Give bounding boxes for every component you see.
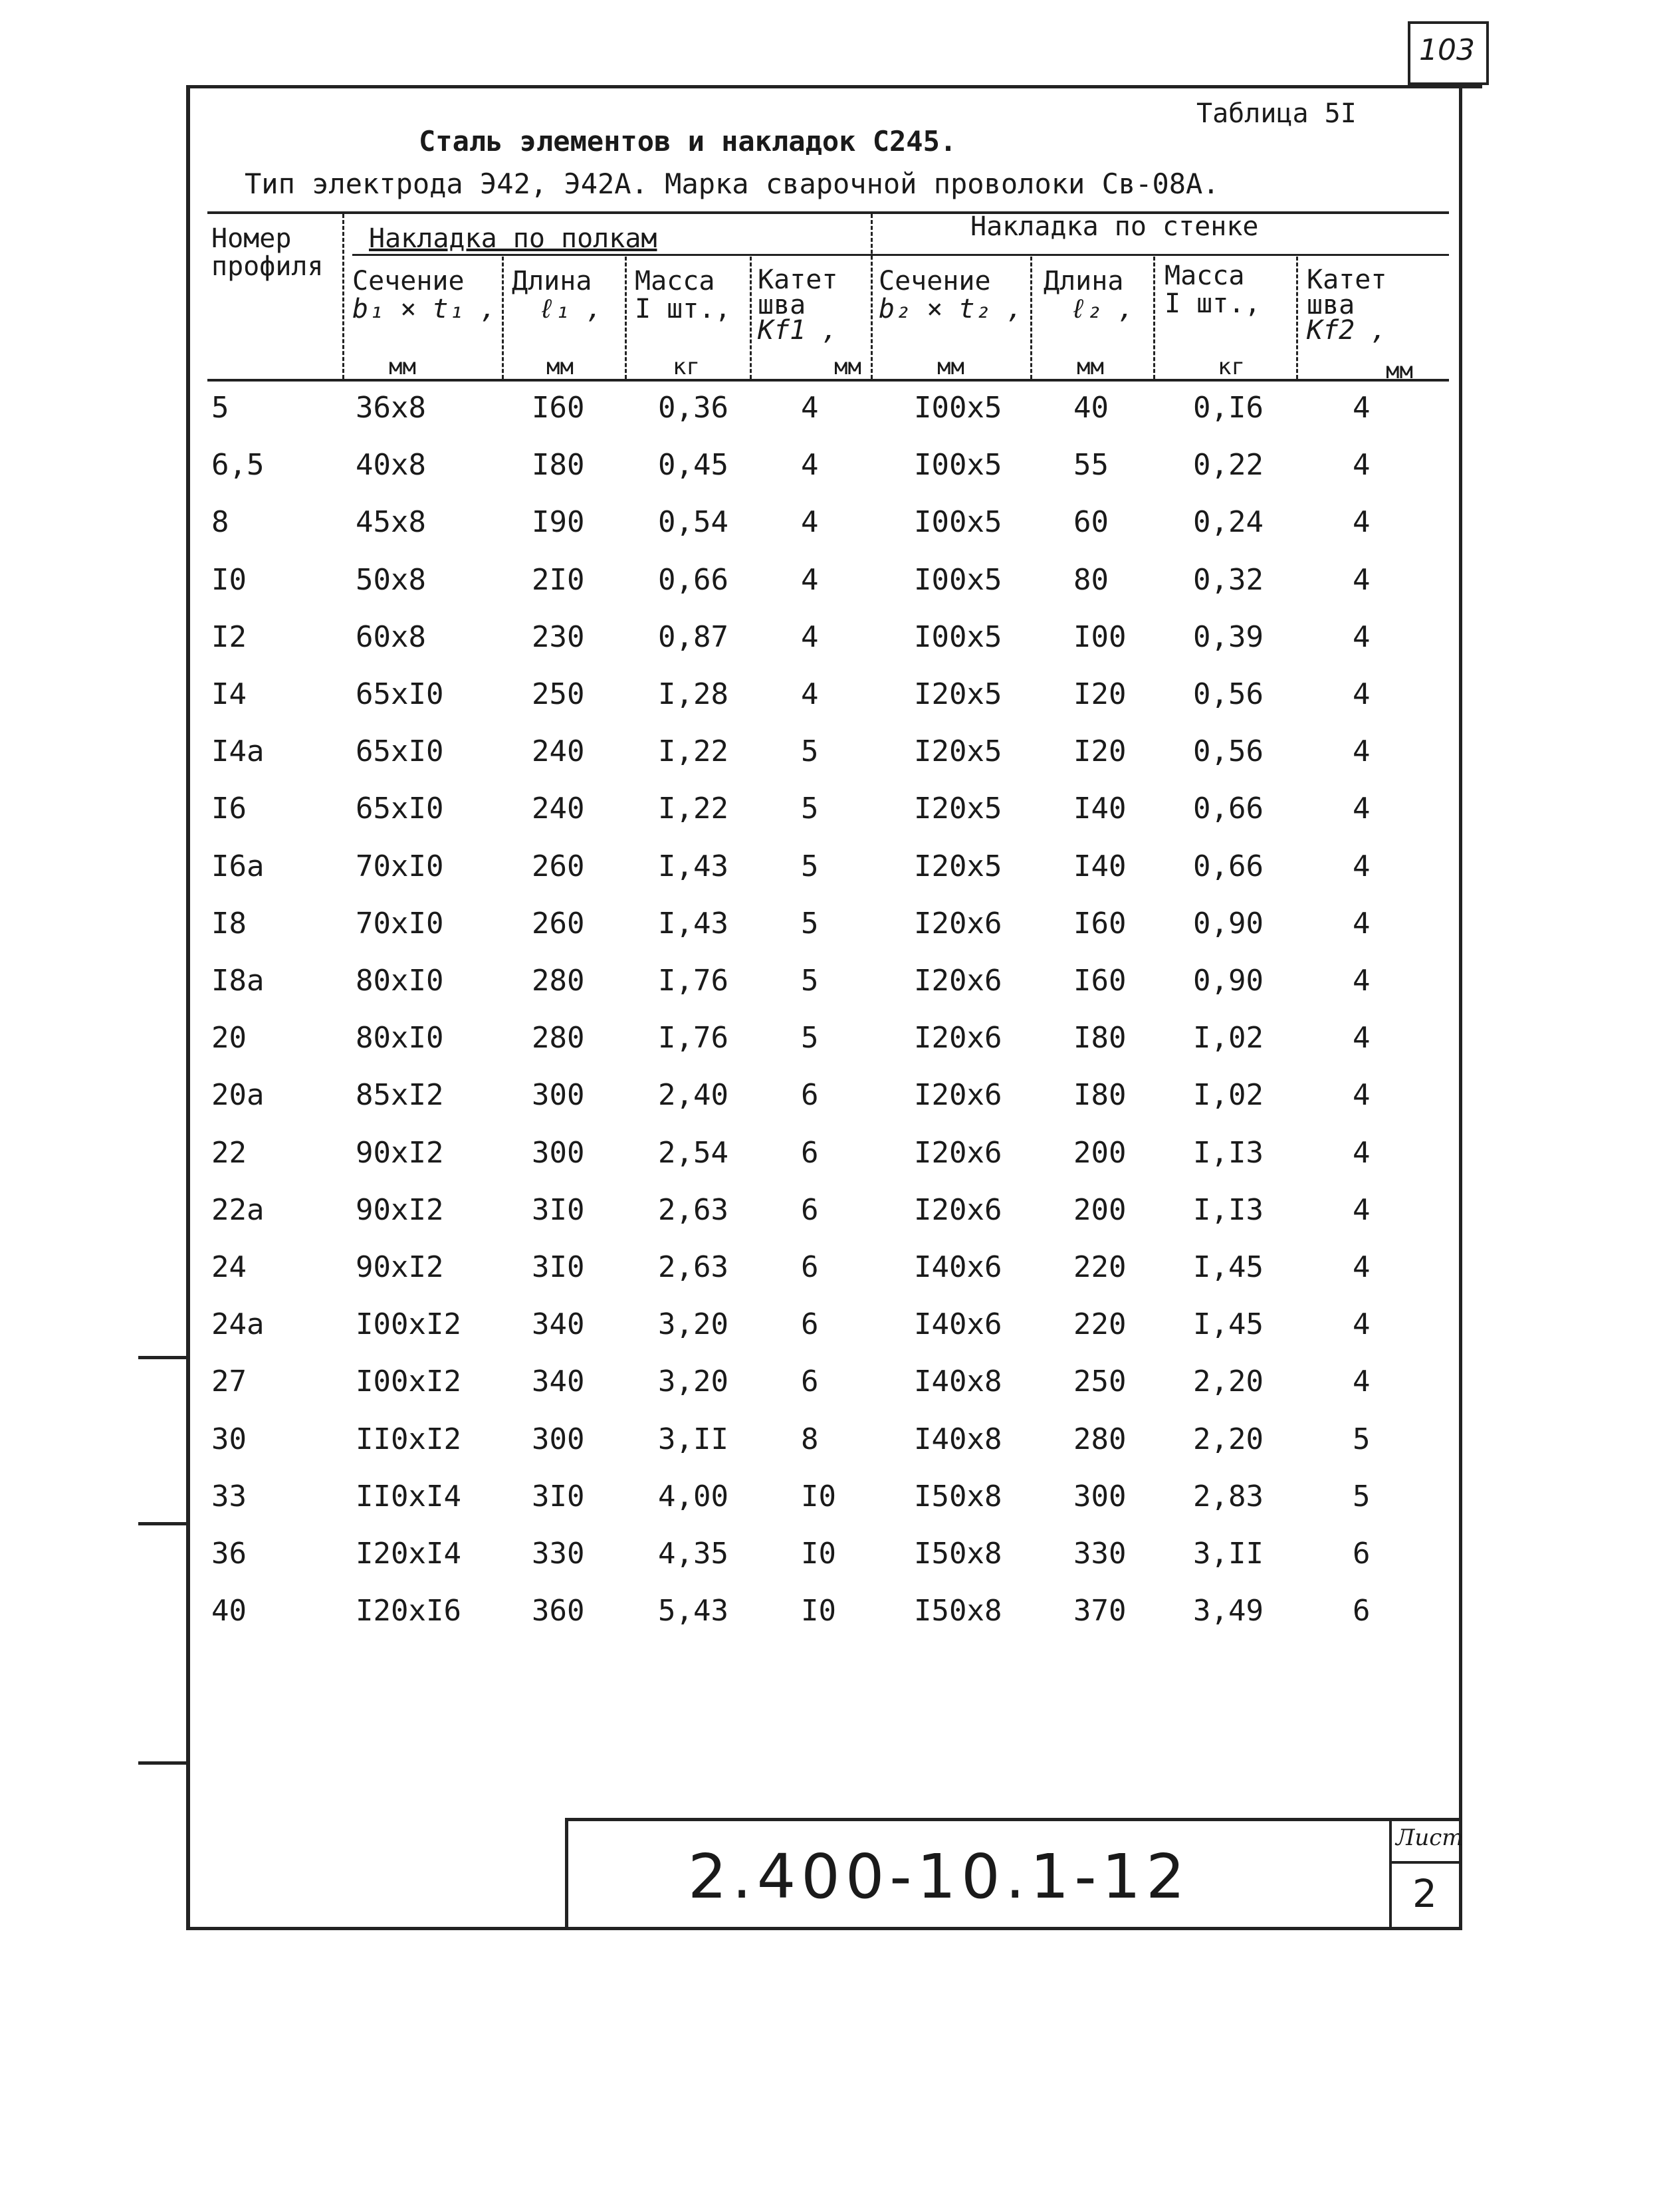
cell-profile: 6,5 bbox=[211, 448, 265, 482]
cell-profile: 20 bbox=[211, 1021, 247, 1055]
cell-mass1: 3,II bbox=[658, 1422, 728, 1456]
unit-leg1: мм bbox=[834, 354, 861, 380]
cell-profile: I8 bbox=[211, 907, 247, 940]
cell-profile: 5 bbox=[211, 391, 229, 425]
cell-leg2: 4 bbox=[1353, 964, 1371, 998]
cell-length1: 250 bbox=[532, 677, 585, 711]
unit-section2: мм bbox=[937, 354, 964, 380]
cell-mass2: I,45 bbox=[1193, 1250, 1264, 1284]
margin-tick bbox=[138, 1356, 189, 1359]
cell-mass2: I,02 bbox=[1193, 1078, 1264, 1112]
cell-leg2: 4 bbox=[1353, 677, 1371, 711]
cell-leg1: 5 bbox=[801, 964, 819, 998]
cell-length2: 330 bbox=[1073, 1537, 1127, 1571]
col-separator bbox=[750, 257, 752, 379]
cell-leg2: 4 bbox=[1353, 563, 1371, 597]
cell-mass2: 0,66 bbox=[1193, 792, 1264, 826]
col-separator bbox=[342, 214, 344, 379]
unit-mass2: кг bbox=[1218, 354, 1245, 380]
cell-mass2: I,45 bbox=[1193, 1307, 1264, 1341]
document-code: 2.400-10.1-12 bbox=[688, 1841, 1190, 1912]
cell-mass1: 4,35 bbox=[658, 1537, 728, 1571]
cell-leg1: 4 bbox=[801, 448, 819, 482]
header-group-web: Накладка по стенке bbox=[970, 211, 1259, 242]
col-separator bbox=[502, 257, 504, 379]
cell-length2: I60 bbox=[1073, 964, 1127, 998]
cell-length2: 40 bbox=[1073, 391, 1109, 425]
cell-leg2: 4 bbox=[1353, 1021, 1371, 1055]
cell-section2: I50x8 bbox=[914, 1594, 1002, 1628]
cell-section1: 65xI0 bbox=[356, 677, 444, 711]
cell-section1: 65xI0 bbox=[356, 734, 444, 768]
cell-length2: 220 bbox=[1073, 1250, 1127, 1284]
cell-section2: I20x6 bbox=[914, 1021, 1002, 1055]
cell-leg1: 5 bbox=[801, 849, 819, 883]
cell-section1: 90xI2 bbox=[356, 1136, 444, 1170]
cell-section2: I00x5 bbox=[914, 563, 1002, 597]
cell-leg2: 4 bbox=[1353, 1136, 1371, 1170]
cell-length1: 260 bbox=[532, 849, 585, 883]
cell-mass1: I,76 bbox=[658, 964, 728, 998]
unit-leg2: мм bbox=[1386, 358, 1413, 384]
header-top-rule bbox=[207, 211, 1449, 214]
cell-length2: 250 bbox=[1073, 1365, 1127, 1398]
cell-section2: I20x5 bbox=[914, 792, 1002, 826]
cell-section2: I00x5 bbox=[914, 448, 1002, 482]
cell-section1: 65xI0 bbox=[356, 792, 444, 826]
col-separator bbox=[1030, 257, 1032, 379]
cell-leg2: 4 bbox=[1353, 620, 1371, 654]
cell-profile: I6a bbox=[211, 849, 265, 883]
header-leg2: Катет шва Kf2 , bbox=[1307, 265, 1387, 346]
cell-section1: II0xI2 bbox=[356, 1422, 461, 1456]
cell-profile: I0 bbox=[211, 563, 247, 597]
cell-leg2: 4 bbox=[1353, 792, 1371, 826]
cell-leg1: 5 bbox=[801, 792, 819, 826]
cell-leg2: 4 bbox=[1353, 907, 1371, 940]
header-profile: Номер профиля bbox=[211, 223, 324, 282]
cell-leg2: 5 bbox=[1353, 1422, 1371, 1456]
cell-profile: I8a bbox=[211, 964, 265, 998]
cell-mass1: I,43 bbox=[658, 907, 728, 940]
cell-section1: 85xI2 bbox=[356, 1078, 444, 1112]
header-section2: Сечение b₂ × t₂ , bbox=[879, 266, 1023, 324]
cell-profile: I4 bbox=[211, 677, 247, 711]
sheet-label: Лист bbox=[1396, 1825, 1464, 1851]
cell-length1: I60 bbox=[532, 391, 585, 425]
cell-mass2: 3,II bbox=[1193, 1537, 1264, 1571]
cell-leg1: 4 bbox=[801, 505, 819, 539]
cell-mass2: 0,22 bbox=[1193, 448, 1264, 482]
cell-mass2: 2,83 bbox=[1193, 1480, 1264, 1513]
cell-profile: 22a bbox=[211, 1193, 265, 1227]
cell-length1: 230 bbox=[532, 620, 585, 654]
cell-length1: 340 bbox=[532, 1307, 585, 1341]
cell-length2: I40 bbox=[1073, 849, 1127, 883]
cell-leg2: 4 bbox=[1353, 1078, 1371, 1112]
cell-profile: I2 bbox=[211, 620, 247, 654]
cell-profile: 24 bbox=[211, 1250, 247, 1284]
cell-section1: 80xI0 bbox=[356, 1021, 444, 1055]
cell-mass2: 0,24 bbox=[1193, 505, 1264, 539]
cell-section1: 45x8 bbox=[356, 505, 426, 539]
header-length1: Длина ℓ₁ , bbox=[512, 266, 603, 324]
cell-leg2: 4 bbox=[1353, 1307, 1371, 1341]
cell-leg2: 6 bbox=[1353, 1594, 1371, 1628]
cell-leg1: 4 bbox=[801, 563, 819, 597]
cell-section1: I00xI2 bbox=[356, 1307, 461, 1341]
cell-leg1: 6 bbox=[801, 1136, 819, 1170]
table-label: Таблица 5I bbox=[1196, 98, 1357, 129]
cell-section1: I20xI4 bbox=[356, 1537, 461, 1571]
cell-length1: I80 bbox=[532, 448, 585, 482]
cell-section2: I20x6 bbox=[914, 907, 1002, 940]
cell-mass1: 0,87 bbox=[658, 620, 728, 654]
cell-section2: I40x8 bbox=[914, 1365, 1002, 1398]
unit-length1: мм bbox=[546, 354, 574, 380]
cell-profile: 8 bbox=[211, 505, 229, 539]
cell-profile: 20a bbox=[211, 1078, 265, 1112]
cell-mass2: 0,90 bbox=[1193, 907, 1264, 940]
cell-profile: 40 bbox=[211, 1594, 247, 1628]
cell-leg1: 8 bbox=[801, 1422, 819, 1456]
header-length2: Длина ℓ₂ , bbox=[1044, 266, 1135, 324]
cell-length1: 3I0 bbox=[532, 1193, 585, 1227]
cell-length2: 200 bbox=[1073, 1193, 1127, 1227]
cell-length1: 340 bbox=[532, 1365, 585, 1398]
cell-mass1: 4,00 bbox=[658, 1480, 728, 1513]
cell-length2: 200 bbox=[1073, 1136, 1127, 1170]
cell-profile: 24a bbox=[211, 1307, 265, 1341]
cell-mass1: 3,20 bbox=[658, 1307, 728, 1341]
cell-leg1: 6 bbox=[801, 1365, 819, 1398]
cell-mass2: 2,20 bbox=[1193, 1365, 1264, 1398]
frame-extension bbox=[1462, 85, 1482, 88]
cell-mass1: 0,54 bbox=[658, 505, 728, 539]
cell-mass1: I,22 bbox=[658, 792, 728, 826]
cell-length2: I20 bbox=[1073, 677, 1127, 711]
cell-leg2: 4 bbox=[1353, 391, 1371, 425]
cell-length2: I80 bbox=[1073, 1021, 1127, 1055]
cell-section2: I20x6 bbox=[914, 1193, 1002, 1227]
col-separator bbox=[871, 214, 873, 379]
cell-profile: 22 bbox=[211, 1136, 247, 1170]
cell-profile: I6 bbox=[211, 792, 247, 826]
cell-mass1: 2,63 bbox=[658, 1250, 728, 1284]
table-subtitle: Тип электрода Э42, Э42А. Марка сварочной проволоки Св-08А. bbox=[245, 167, 1220, 200]
col-separator bbox=[1153, 257, 1155, 379]
cell-mass2: 0,56 bbox=[1193, 734, 1264, 768]
cell-length2: 55 bbox=[1073, 448, 1109, 482]
cell-mass2: I,I3 bbox=[1193, 1193, 1264, 1227]
cell-mass1: 2,40 bbox=[658, 1078, 728, 1112]
cell-mass2: 0,39 bbox=[1193, 620, 1264, 654]
unit-section1: мм bbox=[389, 354, 416, 380]
cell-leg2: 4 bbox=[1353, 1193, 1371, 1227]
cell-mass2: 2,20 bbox=[1193, 1422, 1264, 1456]
cell-length2: I60 bbox=[1073, 907, 1127, 940]
cell-section1: 70xI0 bbox=[356, 907, 444, 940]
cell-leg2: 4 bbox=[1353, 505, 1371, 539]
cell-section1: 50x8 bbox=[356, 563, 426, 597]
cell-section1: I20xI6 bbox=[356, 1594, 461, 1628]
col-separator bbox=[625, 257, 627, 379]
cell-mass2: I,I3 bbox=[1193, 1136, 1264, 1170]
cell-section2: I20x5 bbox=[914, 677, 1002, 711]
header-mass1: Масса I шт., bbox=[635, 266, 731, 324]
cell-length1: 300 bbox=[532, 1078, 585, 1112]
margin-tick bbox=[138, 1522, 189, 1525]
cell-leg1: 5 bbox=[801, 1021, 819, 1055]
cell-mass2: 3,49 bbox=[1193, 1594, 1264, 1628]
cell-length1: 2I0 bbox=[532, 563, 585, 597]
cell-mass2: 0,32 bbox=[1193, 563, 1264, 597]
sheet-number: 103 bbox=[1419, 33, 1475, 67]
cell-leg1: 5 bbox=[801, 734, 819, 768]
cell-mass2: 0,90 bbox=[1193, 964, 1264, 998]
cell-mass1: 0,36 bbox=[658, 391, 728, 425]
cell-leg1: 6 bbox=[801, 1250, 819, 1284]
cell-length2: I80 bbox=[1073, 1078, 1127, 1112]
cell-leg2: 4 bbox=[1353, 448, 1371, 482]
cell-length2: I00 bbox=[1073, 620, 1127, 654]
cell-length1: 3I0 bbox=[532, 1250, 585, 1284]
cell-length1: I90 bbox=[532, 505, 585, 539]
cell-length1: 240 bbox=[532, 734, 585, 768]
cell-section1: 90xI2 bbox=[356, 1193, 444, 1227]
cell-section1: 90xI2 bbox=[356, 1250, 444, 1284]
table-title: Сталь элементов и накладок С245. bbox=[419, 125, 957, 158]
cell-leg2: 4 bbox=[1353, 849, 1371, 883]
cell-length1: 360 bbox=[532, 1594, 585, 1628]
cell-section1: I00xI2 bbox=[356, 1365, 461, 1398]
cell-mass1: I,76 bbox=[658, 1021, 728, 1055]
cell-leg2: 5 bbox=[1353, 1480, 1371, 1513]
cell-mass1: I,22 bbox=[658, 734, 728, 768]
cell-section2: I40x6 bbox=[914, 1307, 1002, 1341]
cell-mass1: 2,54 bbox=[658, 1136, 728, 1170]
cell-mass1: 2,63 bbox=[658, 1193, 728, 1227]
cell-leg2: 6 bbox=[1353, 1537, 1371, 1571]
margin-tick bbox=[138, 1761, 189, 1765]
cell-leg1: I0 bbox=[801, 1480, 836, 1513]
cell-leg1: 6 bbox=[801, 1193, 819, 1227]
col-separator bbox=[1296, 257, 1298, 379]
cell-leg2: 4 bbox=[1353, 734, 1371, 768]
cell-section2: I50x8 bbox=[914, 1537, 1002, 1571]
header-section1: Сечение b₁ × t₁ , bbox=[352, 266, 497, 324]
cell-length2: 220 bbox=[1073, 1307, 1127, 1341]
cell-section1: 80xI0 bbox=[356, 964, 444, 998]
cell-length1: 280 bbox=[532, 1021, 585, 1055]
cell-section2: I20x5 bbox=[914, 849, 1002, 883]
cell-leg1: I0 bbox=[801, 1537, 836, 1571]
cell-section2: I00x5 bbox=[914, 620, 1002, 654]
cell-mass1: I,28 bbox=[658, 677, 728, 711]
cell-leg1: 5 bbox=[801, 907, 819, 940]
cell-section2: I00x5 bbox=[914, 391, 1002, 425]
cell-leg1: 4 bbox=[801, 620, 819, 654]
cell-leg1: I0 bbox=[801, 1594, 836, 1628]
sheet-cell-divider bbox=[1389, 1861, 1462, 1864]
cell-section1: 70xI0 bbox=[356, 849, 444, 883]
cell-leg2: 4 bbox=[1353, 1365, 1371, 1398]
cell-mass2: 0,56 bbox=[1193, 677, 1264, 711]
cell-leg1: 6 bbox=[801, 1307, 819, 1341]
cell-length1: 280 bbox=[532, 964, 585, 998]
cell-leg1: 6 bbox=[801, 1078, 819, 1112]
cell-mass1: 5,43 bbox=[658, 1594, 728, 1628]
cell-length2: I40 bbox=[1073, 792, 1127, 826]
cell-profile: I4a bbox=[211, 734, 265, 768]
cell-section2: I50x8 bbox=[914, 1480, 1002, 1513]
cell-section2: I40x8 bbox=[914, 1422, 1002, 1456]
cell-mass1: 0,45 bbox=[658, 448, 728, 482]
cell-mass1: 0,66 bbox=[658, 563, 728, 597]
cell-length1: 240 bbox=[532, 792, 585, 826]
cell-section2: I20x6 bbox=[914, 1136, 1002, 1170]
cell-section2: I40x6 bbox=[914, 1250, 1002, 1284]
header-mass2: Масса I шт., bbox=[1164, 261, 1261, 319]
cell-profile: 30 bbox=[211, 1422, 247, 1456]
header-group-flanges: Накладка по полкам bbox=[369, 223, 657, 254]
cell-section2: I00x5 bbox=[914, 505, 1002, 539]
sheet-value: 2 bbox=[1412, 1871, 1437, 1916]
cell-mass2: 0,I6 bbox=[1193, 391, 1264, 425]
cell-section2: I20x5 bbox=[914, 734, 1002, 768]
cell-length2: I20 bbox=[1073, 734, 1127, 768]
cell-profile: 36 bbox=[211, 1537, 247, 1571]
cell-profile: 33 bbox=[211, 1480, 247, 1513]
cell-length1: 300 bbox=[532, 1136, 585, 1170]
cell-mass1: I,43 bbox=[658, 849, 728, 883]
cell-section2: I20x6 bbox=[914, 964, 1002, 998]
cell-length1: 3I0 bbox=[532, 1480, 585, 1513]
drawing-frame bbox=[186, 85, 1462, 1930]
header-leg1: Катет шва Kf1 , bbox=[758, 265, 838, 346]
cell-length1: 260 bbox=[532, 907, 585, 940]
cell-section2: I20x6 bbox=[914, 1078, 1002, 1112]
cell-length2: 370 bbox=[1073, 1594, 1127, 1628]
cell-length1: 300 bbox=[532, 1422, 585, 1456]
cell-section1: 40x8 bbox=[356, 448, 426, 482]
cell-length2: 80 bbox=[1073, 563, 1109, 597]
cell-leg2: 4 bbox=[1353, 1250, 1371, 1284]
unit-mass1: кг bbox=[673, 354, 700, 380]
cell-mass1: 3,20 bbox=[658, 1365, 728, 1398]
cell-leg1: 4 bbox=[801, 391, 819, 425]
cell-section1: 36x8 bbox=[356, 391, 426, 425]
cell-length2: 60 bbox=[1073, 505, 1109, 539]
cell-length2: 300 bbox=[1073, 1480, 1127, 1513]
cell-mass2: I,02 bbox=[1193, 1021, 1264, 1055]
cell-profile: 27 bbox=[211, 1365, 247, 1398]
cell-section1: II0xI4 bbox=[356, 1480, 461, 1513]
cell-section1: 60x8 bbox=[356, 620, 426, 654]
cell-leg1: 4 bbox=[801, 677, 819, 711]
cell-length2: 280 bbox=[1073, 1422, 1127, 1456]
cell-mass2: 0,66 bbox=[1193, 849, 1264, 883]
cell-length1: 330 bbox=[532, 1537, 585, 1571]
header-group-rule bbox=[352, 254, 1449, 256]
unit-length2: мм bbox=[1077, 354, 1104, 380]
